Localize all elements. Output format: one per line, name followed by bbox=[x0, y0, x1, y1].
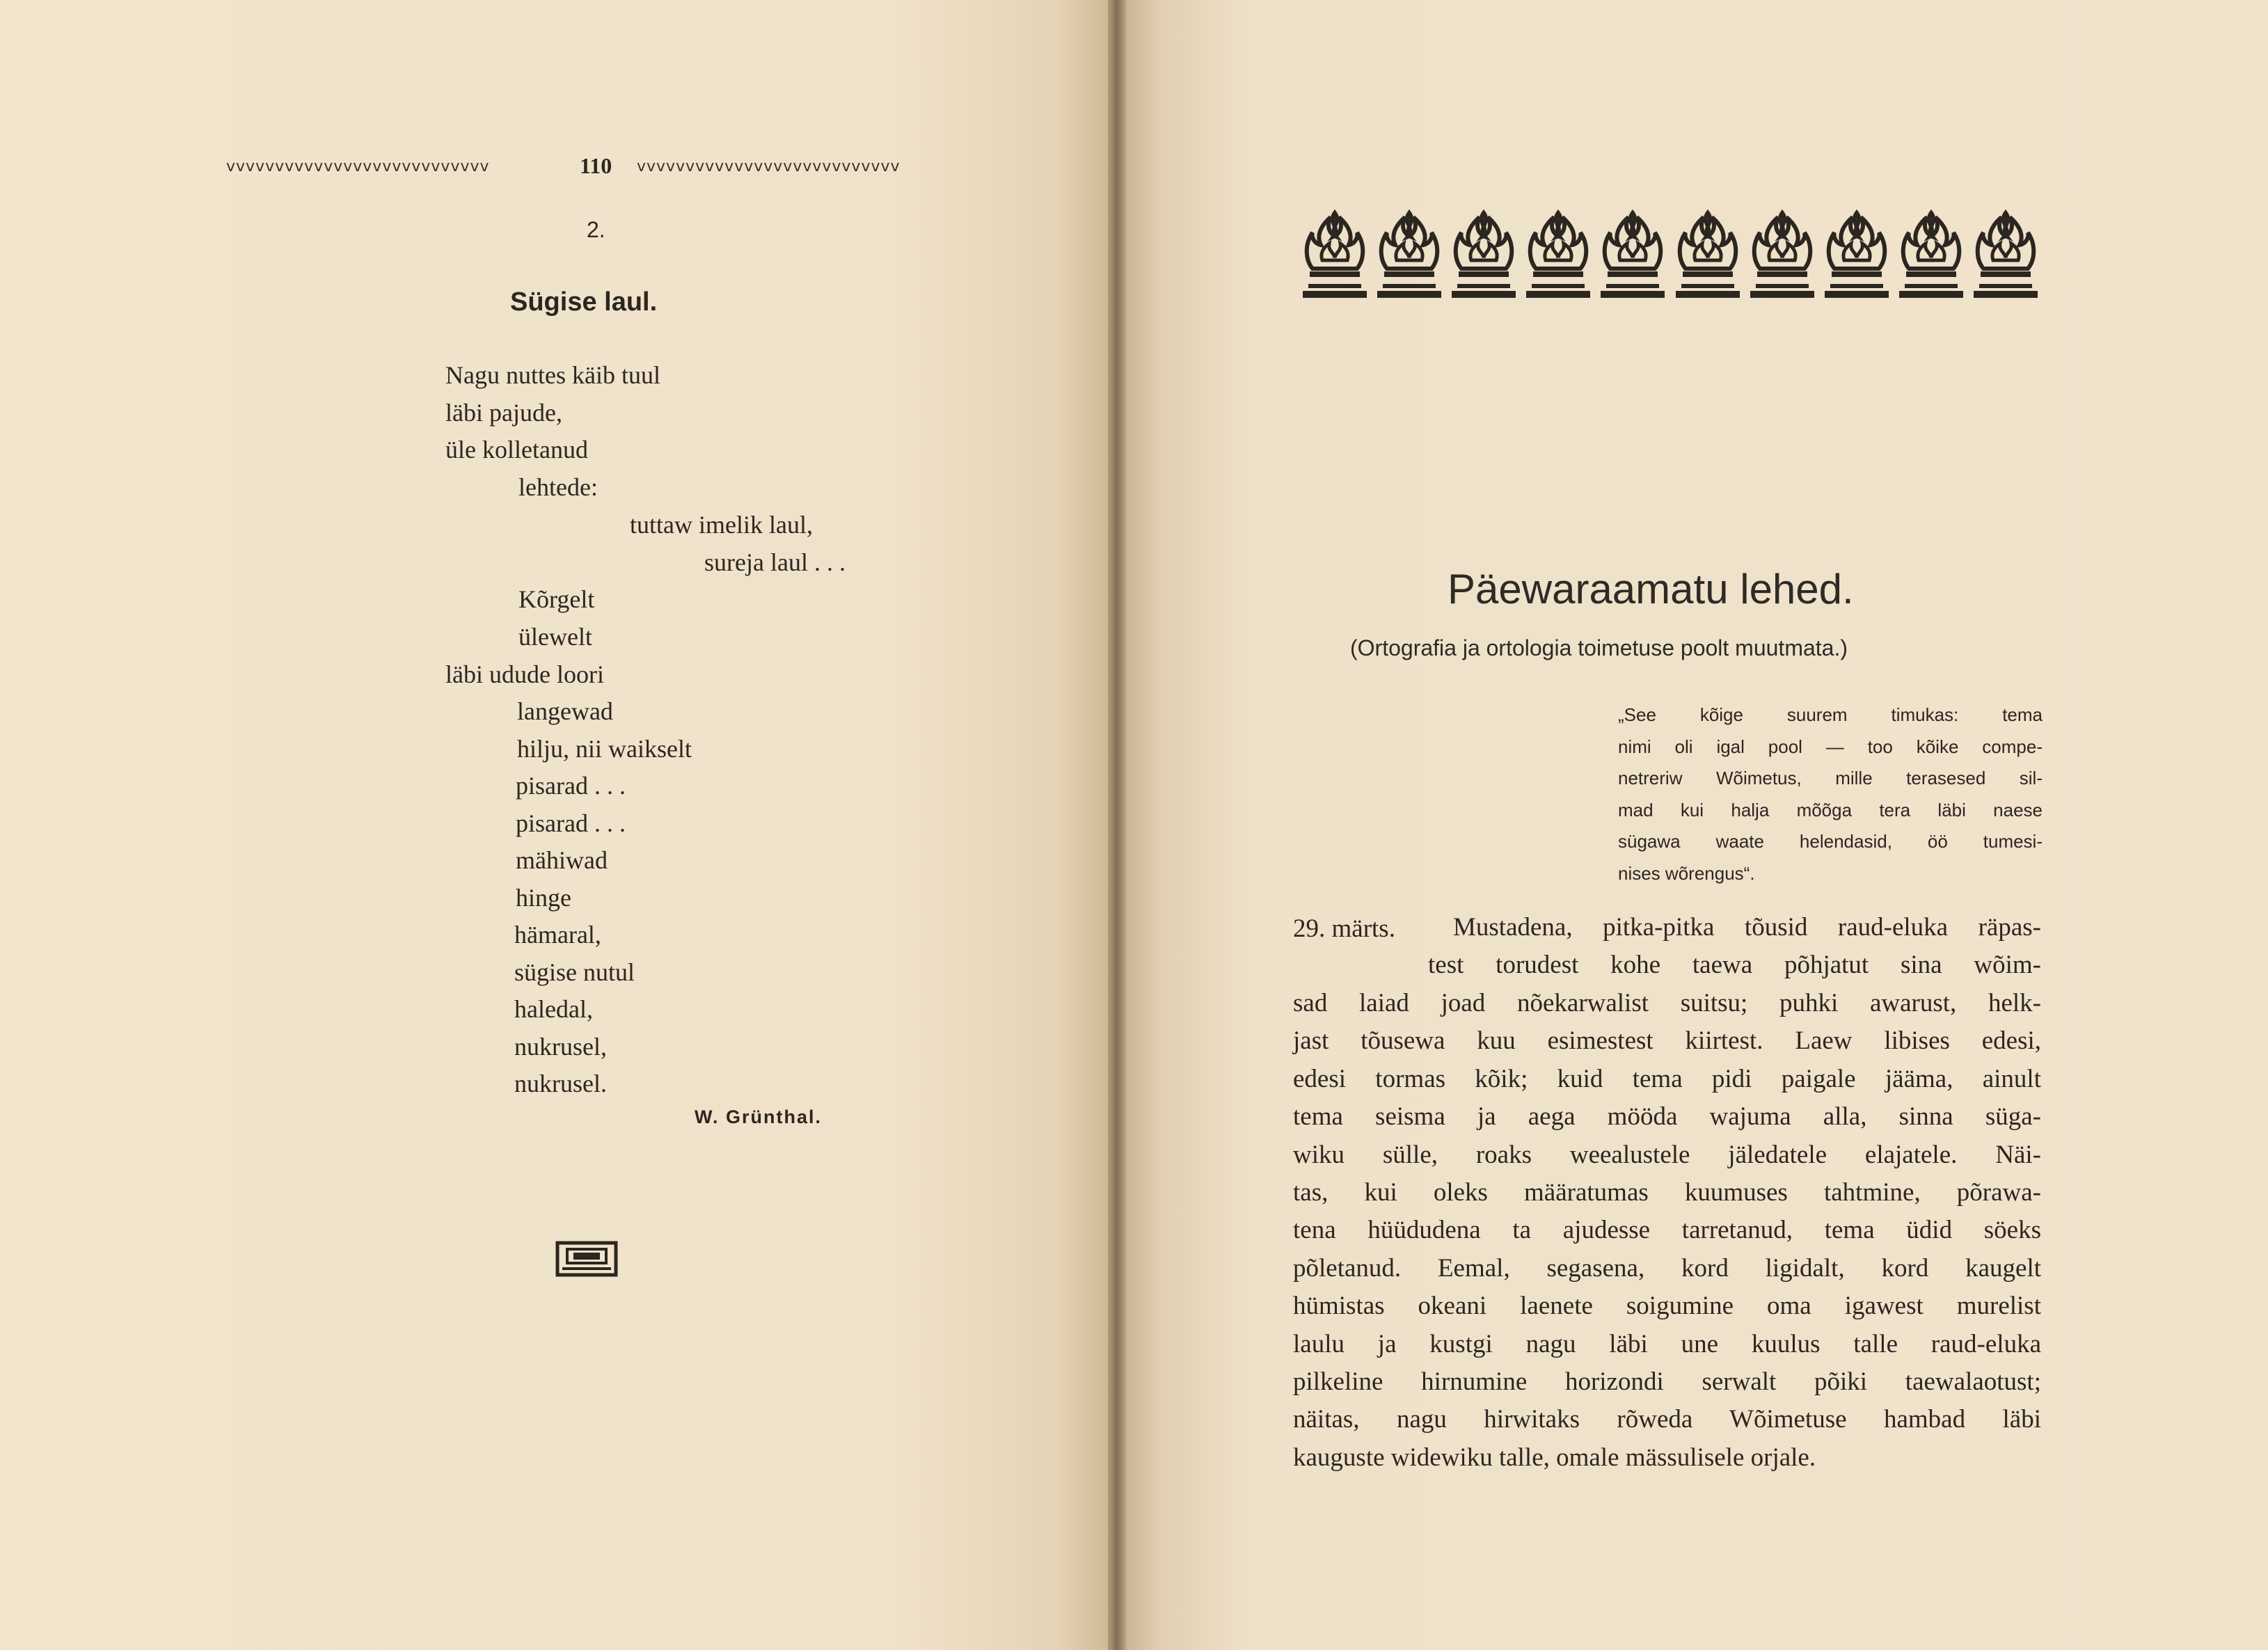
poem-line: pisarad . . . bbox=[516, 772, 626, 800]
header-rule-right: vvvvvvvvvvvvvvvvvvvvvvvvvvv bbox=[637, 158, 901, 175]
poem-title: Sügise laul. bbox=[510, 287, 658, 317]
body-line: näitas, nagu hirwitaks rõweda Wõimetuse hambad läbi bbox=[1293, 1405, 2041, 1434]
poem-line: haledal, bbox=[514, 995, 593, 1023]
body-line: hümistas okeani laenete soigumine oma igawest murelist bbox=[1293, 1292, 2041, 1321]
epigraph-line: nises wõrengus“. bbox=[1618, 862, 1755, 884]
body-line: sad laiad joad nõekarwalist suitsu; puhki awarust, helk- bbox=[1293, 989, 2041, 1017]
poem-line: sureja laul . . . bbox=[704, 548, 846, 576]
epigraph-line: nimi oli igal pool — too kõike compe- bbox=[1618, 736, 2043, 757]
book-gutter bbox=[1108, 0, 1126, 1650]
book-ornament-icon bbox=[555, 1241, 618, 1277]
body-line: põletanud. Eemal, segasena, kord ligidalt, kord kaugelt bbox=[1293, 1253, 2041, 1283]
body-line: pilkeline hirnumine horizondi serwalt põiki taewalaotust; bbox=[1293, 1367, 2041, 1396]
article-subtitle: (Ortografia ja ortologia toimetuse poolt muutmata.) bbox=[1350, 635, 1848, 660]
flame-ornament-icon bbox=[1376, 209, 1443, 306]
poem-line: nukrusel. bbox=[514, 1070, 607, 1097]
flame-ornament-icon bbox=[1823, 209, 1890, 306]
poem-line: lehtede: bbox=[518, 473, 598, 501]
epigraph bbox=[1618, 699, 2043, 890]
poem-line: mähiwad bbox=[516, 846, 608, 874]
body-line: tema seisma ja aega mööda wajuma alla, sinna süga- bbox=[1293, 1102, 2041, 1132]
flame-ornament-icon bbox=[1450, 209, 1517, 306]
flame-ornament-icon bbox=[1301, 209, 1368, 306]
poem-line: Nagu nuttes käib tuul bbox=[445, 361, 660, 389]
poem-line: sügise nutul bbox=[514, 958, 635, 986]
body-line: tena hüüdudena ta ajudesse tarretanud, tema üdid söeks bbox=[1293, 1216, 2041, 1245]
epigraph-line: sügawa waate helendasid, öö tumesi- bbox=[1618, 831, 2043, 852]
poem-line: ülewelt bbox=[518, 623, 592, 651]
body-line: edesi tormas kõik; kuid tema pidi paigale jääma, ainult bbox=[1293, 1064, 2041, 1093]
flame-ornament-icon bbox=[1674, 209, 1741, 306]
flame-ornament-icon bbox=[1972, 209, 2039, 306]
poem-line: langewad bbox=[517, 697, 613, 725]
flame-ornament-row bbox=[1301, 209, 2039, 306]
poem-line: hilju, nii waikselt bbox=[517, 735, 692, 763]
poem-line: läbi pajude, bbox=[445, 399, 562, 427]
epigraph-line: „See kõige suurem timukas: tema bbox=[1618, 704, 2043, 725]
flame-ornament-icon bbox=[1525, 209, 1592, 306]
entry-date: 29. märts. bbox=[1293, 914, 1395, 943]
section-number: 2. bbox=[587, 217, 605, 242]
body-line: laulu ja kustgi nagu läbi une kuulus talle raud-eluka bbox=[1293, 1329, 2041, 1358]
left-page bbox=[0, 0, 1113, 1650]
flame-ornament-icon bbox=[1898, 209, 1965, 306]
body-line: kauguste widewiku talle, omale mässulisele orjale. bbox=[1293, 1443, 1816, 1472]
poem-line: pisarad . . . bbox=[516, 809, 626, 837]
poem-line: nukrusel, bbox=[514, 1033, 607, 1061]
body-line: wiku sülle, roaks weealustele jäledatele elajatele. Näi- bbox=[1293, 1140, 2041, 1169]
body-line: Mustadena, pitka-pitka tõusid raud-eluka räpas- bbox=[1453, 913, 2041, 942]
poem-line: Kõrgelt bbox=[518, 585, 595, 613]
poem-line: üle kolletanud bbox=[445, 436, 588, 463]
page-number: 110 bbox=[580, 153, 612, 178]
epigraph-line: netreriw Wõimetus, mille terasesed sil- bbox=[1618, 768, 2043, 789]
signature: W. Grünthal. bbox=[695, 1106, 822, 1127]
body-line: test torudest kohe taewa põhjatut sina wõim- bbox=[1428, 951, 2041, 979]
body-line: jast tõusewa kuu esimestest kiirtest. Laew libises edesi, bbox=[1293, 1026, 2041, 1056]
poem-line: hämaral, bbox=[514, 921, 601, 949]
header-rule-left: vvvvvvvvvvvvvvvvvvvvvvvvvvv bbox=[226, 158, 490, 175]
article-title: Päewaraamatu lehed. bbox=[1448, 566, 1854, 612]
poem-line: läbi udude loori bbox=[445, 660, 604, 688]
flame-ornament-icon bbox=[1749, 209, 1816, 306]
epigraph-line: mad kui halja mõõga tera läbi naese bbox=[1618, 799, 2043, 820]
poem-line: tuttaw imelik laul, bbox=[630, 511, 813, 539]
poem-line: hinge bbox=[516, 884, 571, 912]
body-line: tas, kui oleks määratumas kuumuses tahtmine, põrawa- bbox=[1293, 1177, 2041, 1207]
flame-ornament-icon bbox=[1599, 209, 1666, 306]
